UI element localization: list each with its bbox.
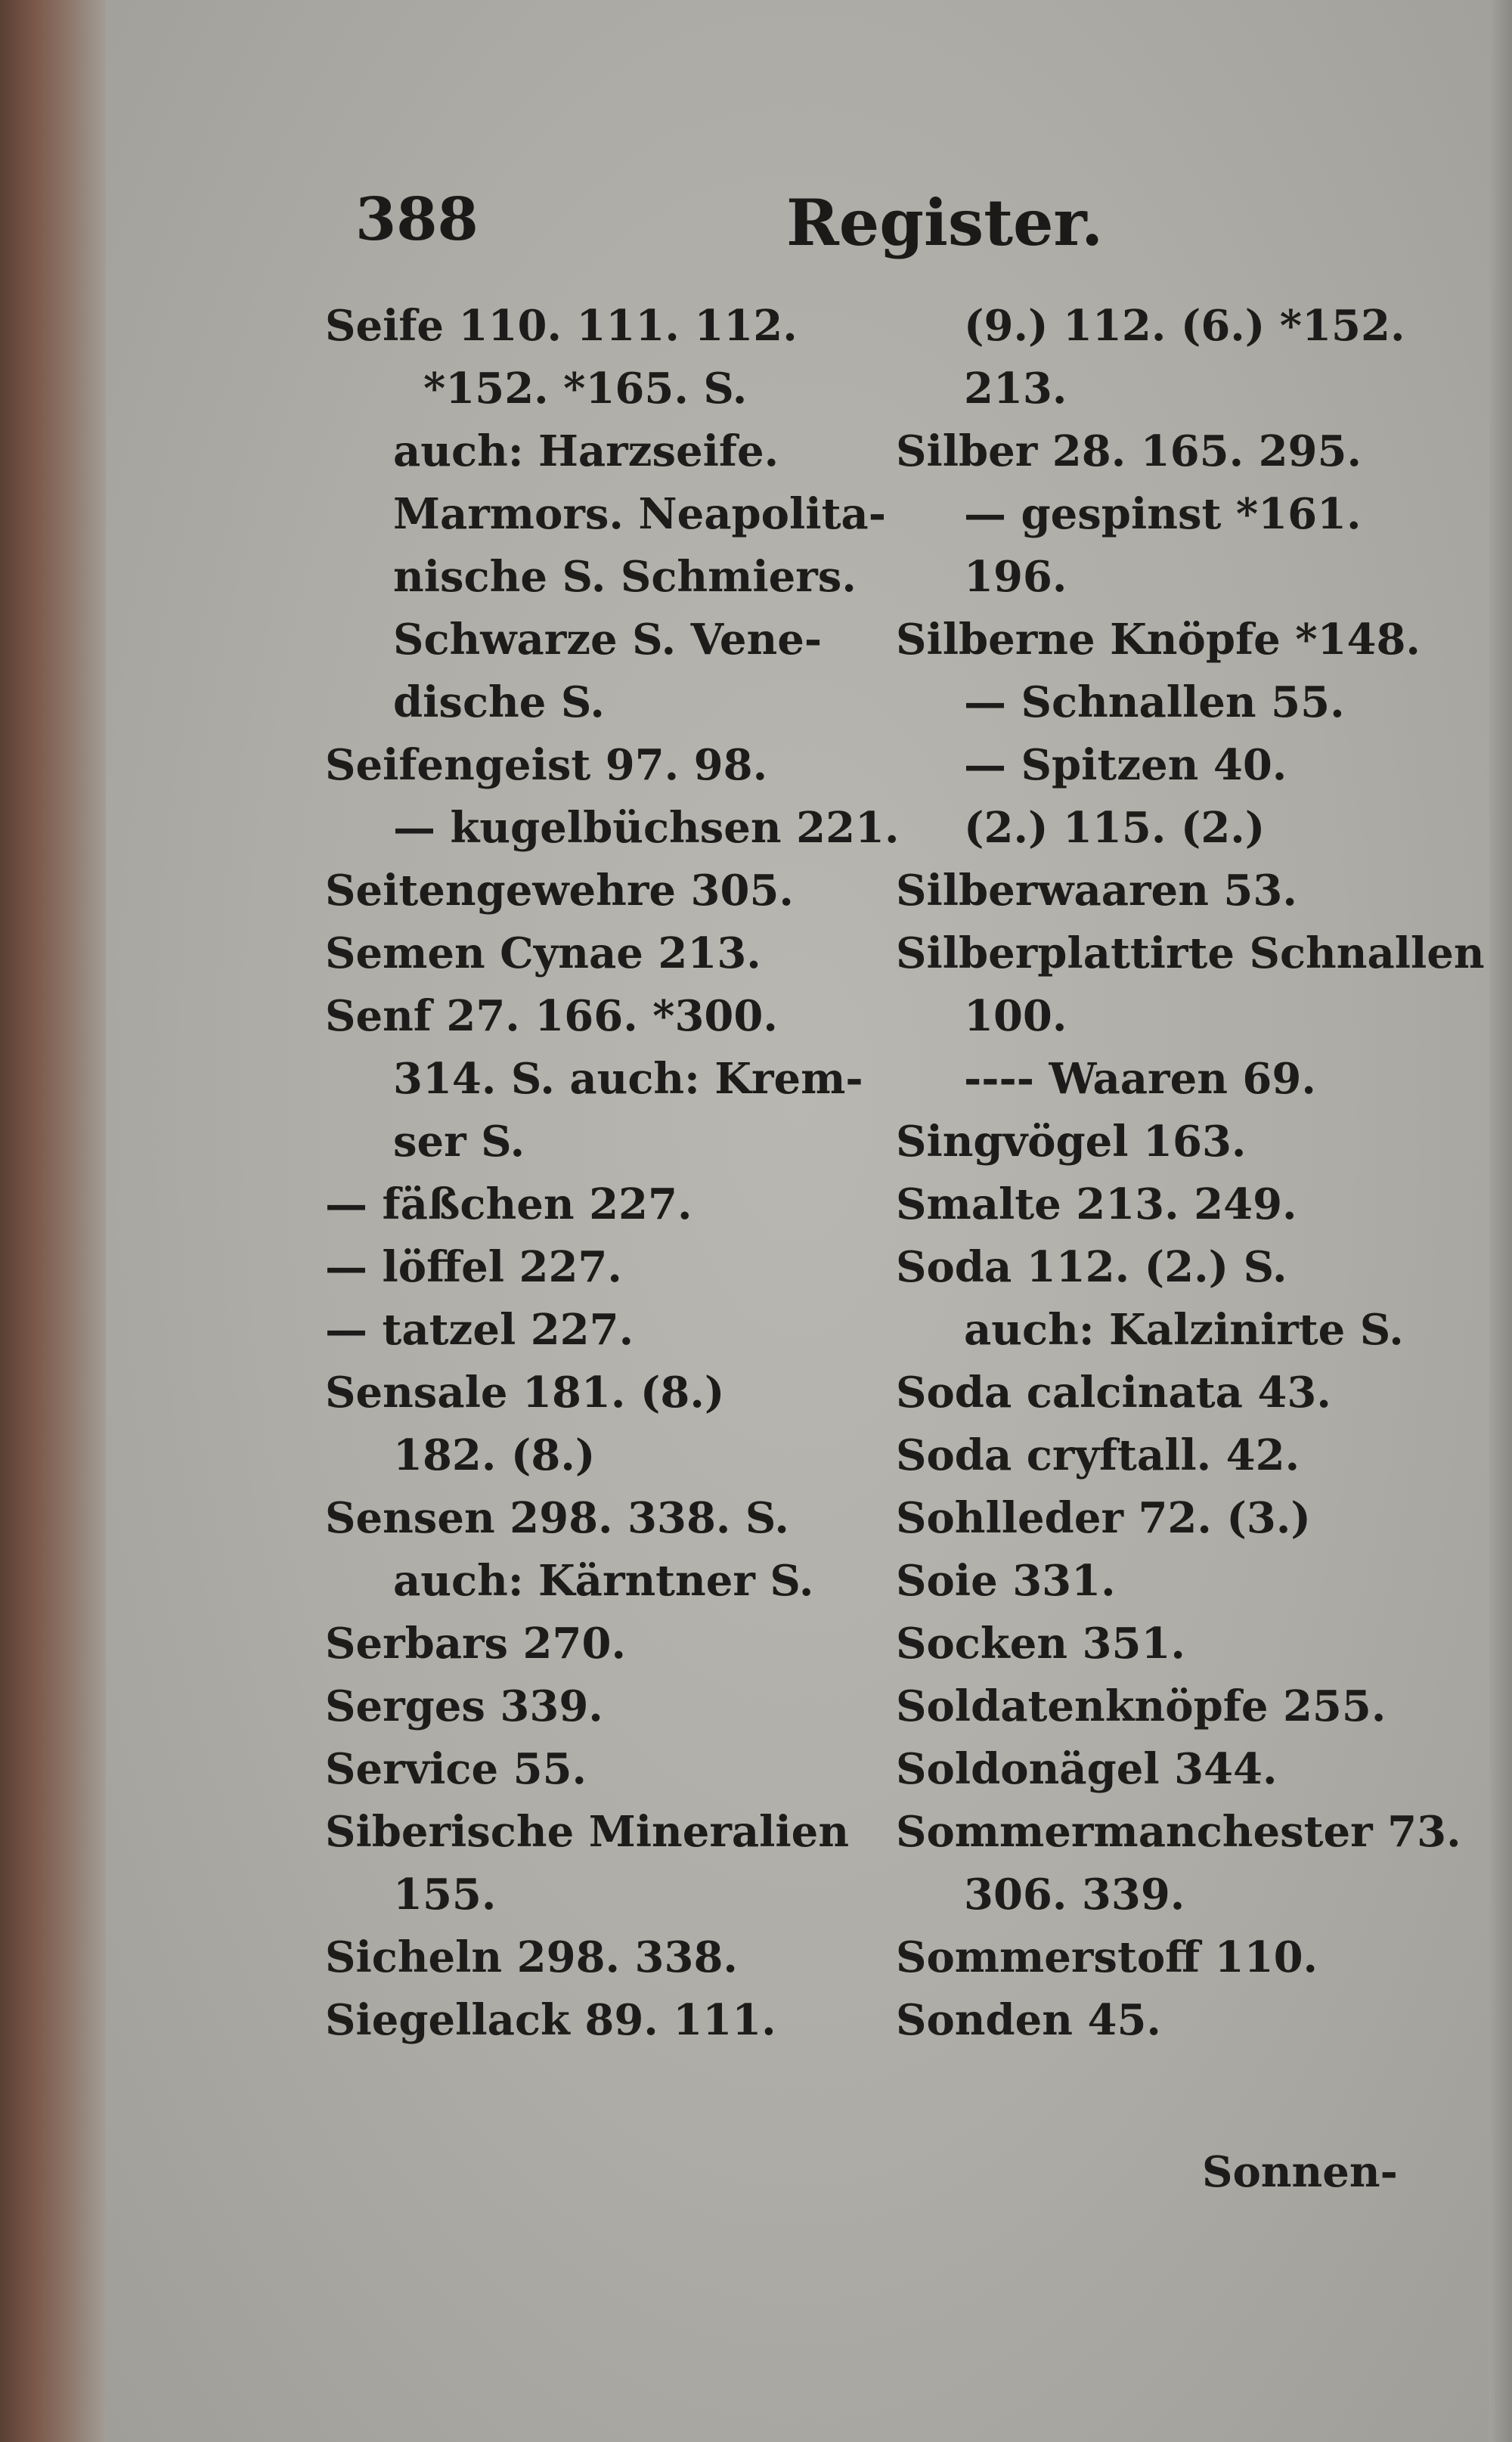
index-entry-line: Sensale 181. (8.) (325, 1368, 725, 1418)
index-entry-line: — Schnallen 55. (964, 677, 1345, 727)
index-entry-line: Seitengewehre 305. (325, 866, 794, 916)
page-number: 388 (355, 185, 479, 254)
index-entry-line: Sonden 45. (896, 1995, 1161, 2045)
index-entry-line: Service 55. (325, 1744, 587, 1794)
index-entry-line: Socken 351. (896, 1619, 1185, 1669)
index-entry-line: (9.) 112. (6.) *152. (964, 301, 1405, 351)
index-entry-line: Marmors. Neapolita- (393, 489, 886, 539)
index-entry-line: Seife 110. 111. 112. (325, 301, 798, 351)
index-entry-line: 155. (393, 1870, 497, 1920)
running-head: Register. (786, 185, 1104, 260)
index-entry-line: Soda cryftall. 42. (896, 1430, 1300, 1480)
index-entry-line: 196. (964, 552, 1067, 602)
index-entry-line: Sensen 298. 338. S. (325, 1493, 789, 1543)
index-entry-line: Serbars 270. (325, 1619, 626, 1669)
page-header (355, 185, 1399, 276)
index-entry-line: *152. *165. S. (423, 364, 748, 414)
index-entry-line: auch: Kalzinirte S. (964, 1305, 1404, 1355)
index-entry-line: Silberwaaren 53. (896, 866, 1297, 916)
index-entry-line: Schwarze S. Vene- (393, 615, 823, 665)
index-column-right (896, 295, 1485, 2052)
index-entry-line: Silberplattirte Schnallen (896, 928, 1485, 978)
index-entry-line: 314. S. auch: Krem- (393, 1054, 863, 1104)
index-entry-line: ---- Waaren 69. (964, 1054, 1316, 1104)
index-entry-line: Soda 112. (2.) S. (896, 1242, 1287, 1292)
index-entry-line: — gespinst *161. (964, 489, 1362, 539)
index-entry-line: — Spitzen 40. (964, 740, 1287, 790)
index-entry-line: Soie 331. (896, 1556, 1116, 1606)
index-entry-line: — tatzel 227. (325, 1305, 634, 1355)
index-entry-line: auch: Kärntner S. (393, 1556, 814, 1606)
index-column-left (325, 295, 900, 2052)
index-entry-line: Soda calcinata 43. (896, 1368, 1331, 1418)
catchword: Sonnen- (1202, 2147, 1398, 2197)
index-entry-line: Sohlleder 72. (3.) (896, 1493, 1311, 1543)
index-entry-line: Seifengeist 97. 98. (325, 740, 768, 790)
index-entry-line: Sommermanchester 73. (896, 1807, 1461, 1857)
index-entry-line: Smalte 213. 249. (896, 1179, 1297, 1229)
index-entry-line: 100. (964, 991, 1067, 1041)
page-edge (1489, 0, 1512, 2442)
index-entry-line: 182. (8.) (393, 1430, 596, 1480)
index-entry-line: Semen Cynae 213. (325, 928, 761, 978)
index-entry-line: Siegellack 89. 111. (325, 1995, 776, 2045)
index-entry-line: Silber 28. 165. 295. (896, 426, 1362, 476)
index-entry-line: Soldatenknöpfe 255. (896, 1681, 1387, 1731)
index-entry-line: Senf 27. 166. *300. (325, 991, 778, 1041)
index-entry-line: 306. 339. (964, 1870, 1185, 1920)
index-entry-line: (2.) 115. (2.) (964, 803, 1266, 853)
index-entry-line: — fäßchen 227. (325, 1179, 692, 1229)
index-entry-line: auch: Harzseife. (393, 426, 779, 476)
index-entry-line: Siberische Mineralien (325, 1807, 850, 1857)
index-entry-line: Serges 339. (325, 1681, 603, 1731)
index-entry-line: ser S. (393, 1117, 525, 1167)
index-entry-line: dische S. (393, 677, 605, 727)
index-entry-line: Sommerstoff 110. (896, 1932, 1318, 1982)
index-entry-line: Sicheln 298. 338. (325, 1932, 738, 1982)
index-entry-line: nische S. Schmiers. (393, 552, 857, 602)
book-spine (0, 0, 106, 2442)
index-entry-line: 213. (964, 364, 1067, 414)
index-entry-line: Soldonägel 344. (896, 1744, 1278, 1794)
index-entry-line: — löffel 227. (325, 1242, 622, 1292)
index-entry-line: Silberne Knöpfe *148. (896, 615, 1421, 665)
index-entry-line: — kugelbüchsen 221. (393, 803, 900, 853)
index-entry-line: Singvögel 163. (896, 1117, 1247, 1167)
